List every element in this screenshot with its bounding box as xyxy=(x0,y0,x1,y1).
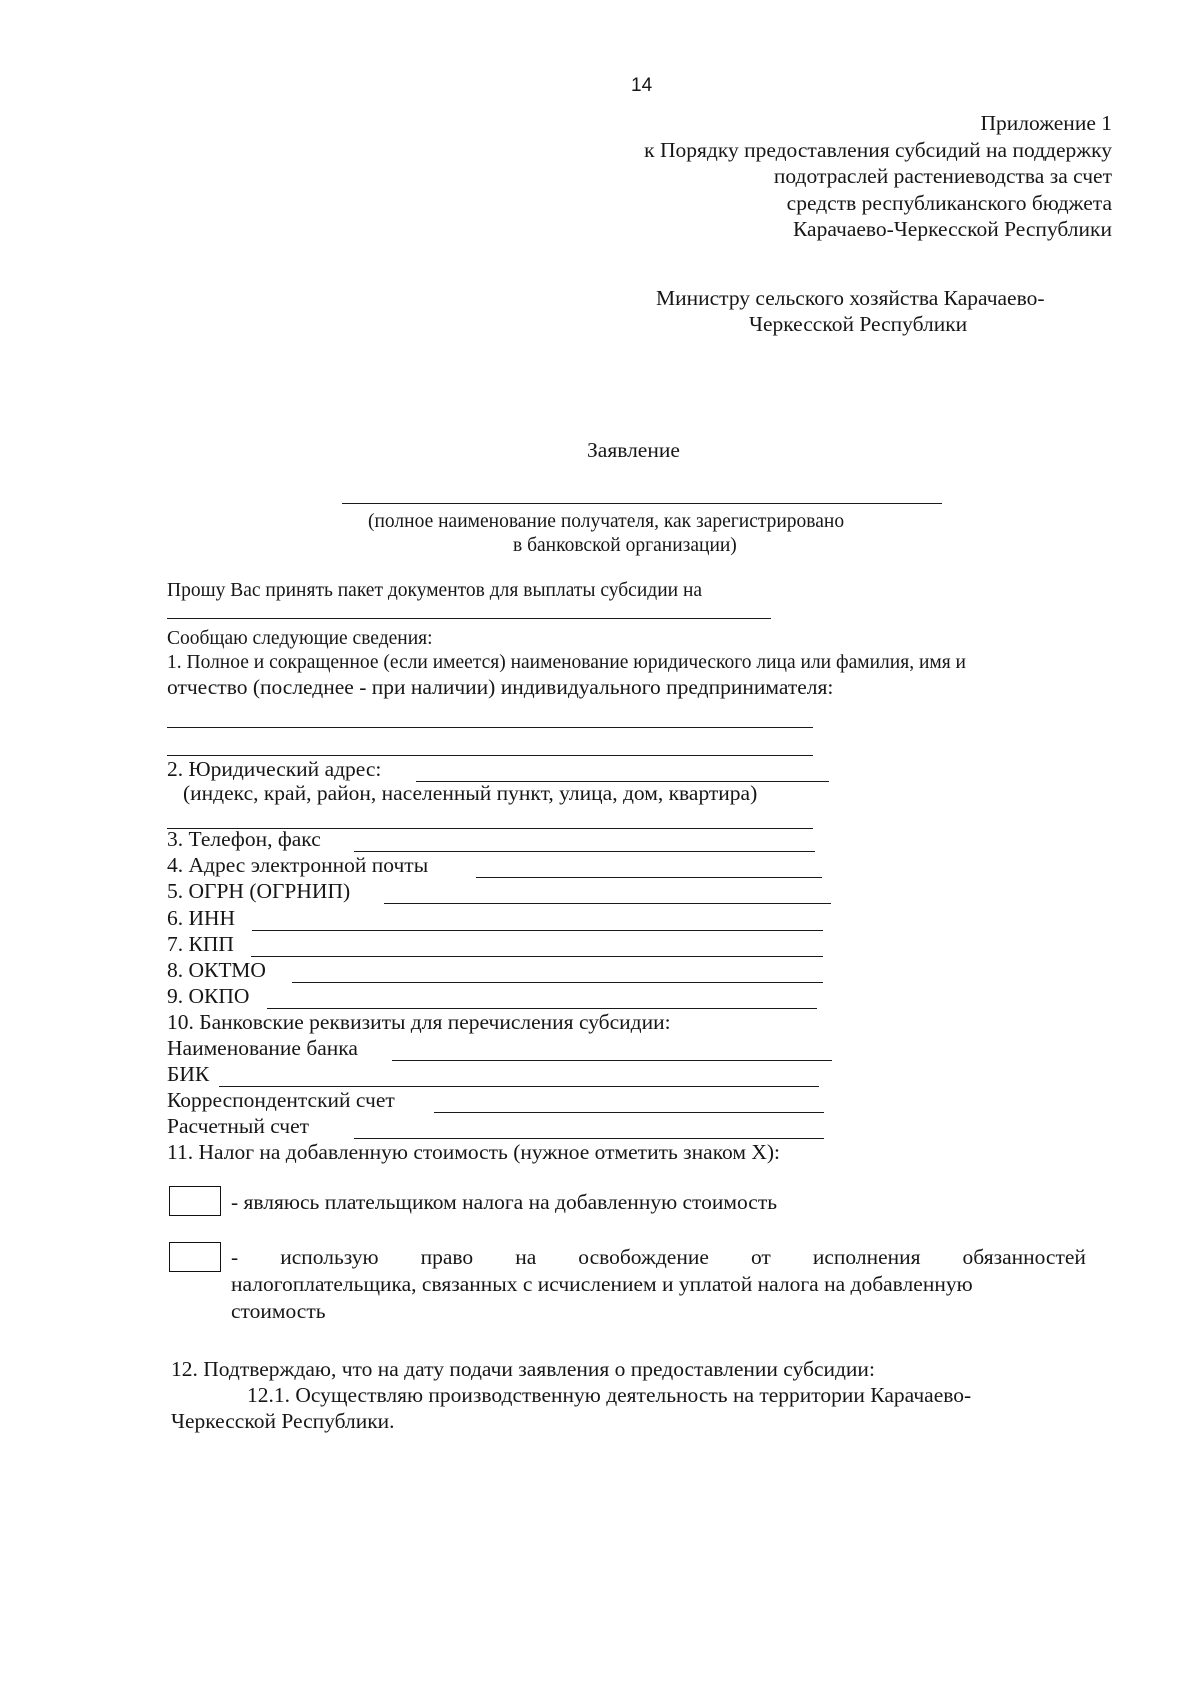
annex-line: к Порядку предоставления субсидий на поддержку xyxy=(644,138,1112,162)
oktmo-field[interactable] xyxy=(292,982,823,983)
addressee-line: Министру сельского хозяйства Карачаево- xyxy=(656,286,1045,310)
page-number: 14 xyxy=(631,75,653,96)
word: на xyxy=(515,1245,537,1269)
request-text: Прошу Вас принять пакет документов для выплаты субсидии на xyxy=(167,580,703,601)
vat-payer-option-text: - являюсь плательщиком налога на добавленную стоимость xyxy=(231,1190,778,1214)
inn-label: 6. ИНН xyxy=(167,906,236,930)
vat-exempt-option-text: налогоплательщика, связанных с исчислением и уплатой налога на добавленную xyxy=(231,1272,973,1296)
ogrn-label: 5. ОГРН (ОГРНИП) xyxy=(167,879,351,903)
kpp-field[interactable] xyxy=(251,956,823,957)
bik-label: БИК xyxy=(167,1062,210,1086)
word: обязанностей xyxy=(962,1245,1086,1269)
legal-address-label: 2. Юридический адрес: xyxy=(167,757,382,781)
confirm-heading: 12. Подтверждаю, что на дату подачи заявления о предоставлении субсидии: xyxy=(171,1357,875,1381)
vat-exempt-option-text: стоимость xyxy=(231,1299,326,1323)
legal-name-field[interactable] xyxy=(167,727,813,728)
phone-fax-label: 3. Телефон, факс xyxy=(167,827,321,851)
word: право xyxy=(420,1245,474,1269)
email-label: 4. Адрес электронной почты xyxy=(167,853,429,877)
confirm-item-12-1: Черкесской Республики. xyxy=(171,1409,395,1433)
word: - xyxy=(231,1245,239,1269)
bank-name-label: Наименование банка xyxy=(167,1036,358,1060)
recipient-caption: в банковской организации) xyxy=(513,535,737,556)
word: использую xyxy=(280,1245,379,1269)
okpo-label: 9. ОКПО xyxy=(167,984,250,1008)
vat-exempt-checkbox[interactable] xyxy=(169,1242,221,1272)
recipient-caption: (полное наименование получателя, как зарегистрировано xyxy=(368,511,845,532)
settlement-account-label: Расчетный счет xyxy=(167,1114,310,1138)
document-title: Заявление xyxy=(587,438,680,462)
legal-address-hint: (индекс, край, район, населенный пункт, улица, дом, квартира) xyxy=(183,781,758,805)
subsidy-purpose-field[interactable] xyxy=(167,618,771,619)
annex-line: подотраслей растениеводства за счет xyxy=(773,164,1112,188)
corr-account-field[interactable] xyxy=(434,1112,824,1113)
email-field[interactable] xyxy=(476,877,822,878)
vat-heading: 11. Налог на добавленную стоимость (нужное отметить знаком Х): xyxy=(167,1140,781,1164)
item1-text: 1. Полное и сокращенное (если имеется) наименование юридического лица или фамилия, имя и xyxy=(167,652,966,673)
inn-field[interactable] xyxy=(252,930,823,931)
bank-heading: 10. Банковские реквизиты для перечисления субсидии: xyxy=(167,1010,671,1034)
corr-account-label: Корреспондентский счет xyxy=(167,1088,395,1112)
vat-payer-checkbox[interactable] xyxy=(169,1186,221,1216)
confirm-item-12-1: 12.1. Осуществляю производственную деятельность на территории Карачаево- xyxy=(247,1383,972,1407)
item1-text: отчество (последнее - при наличии) индивидуального предпринимателя: xyxy=(167,675,834,699)
kpp-label: 7. КПП xyxy=(167,932,234,956)
annex-line: Карачаево-Черкесской Республики xyxy=(792,217,1112,241)
addressee-line: Черкесской Республики xyxy=(749,312,968,336)
info-intro: Сообщаю следующие сведения: xyxy=(167,628,433,649)
ogrn-field[interactable] xyxy=(384,903,831,904)
recipient-name-field[interactable] xyxy=(342,503,942,504)
word: исполнения xyxy=(812,1245,921,1269)
annex-line: средств республиканского бюджета xyxy=(786,191,1112,215)
bank-name-field[interactable] xyxy=(392,1060,832,1061)
vat-exempt-option-text xyxy=(231,1244,1086,1270)
word: освобождение xyxy=(578,1245,709,1269)
oktmo-label: 8. ОКТМО xyxy=(167,958,266,982)
annex-line: Приложение 1 xyxy=(980,111,1112,135)
word: от xyxy=(750,1245,771,1269)
